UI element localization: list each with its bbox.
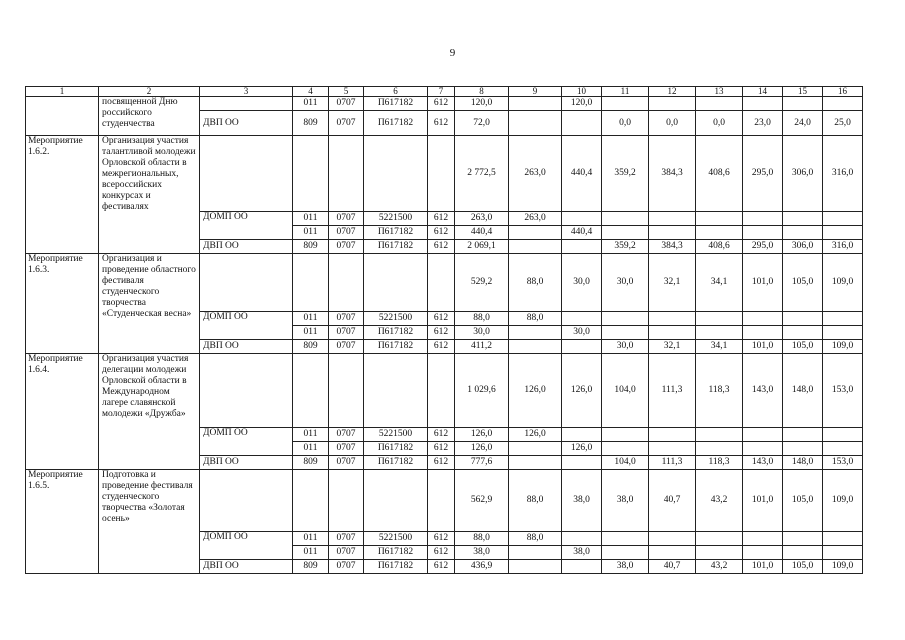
value-cell: 88,0 <box>509 532 562 546</box>
value-cell: 0707 <box>329 442 364 456</box>
source-cell: ДВП ОО <box>200 456 293 470</box>
value-cell: 118,3 <box>696 456 743 470</box>
column-number-row <box>26 87 863 97</box>
value-cell: 34,1 <box>696 254 743 312</box>
value-cell: 126,0 <box>509 354 562 428</box>
value-cell: 411,2 <box>455 340 509 354</box>
column-number-cell: 10 <box>562 87 602 97</box>
value-cell: 316,0 <box>823 136 863 212</box>
empty-cell <box>649 326 696 340</box>
value-cell: 111,3 <box>649 354 696 428</box>
value-cell: 143,0 <box>743 456 783 470</box>
value-cell: 153,0 <box>823 456 863 470</box>
empty-cell <box>428 354 455 428</box>
empty-cell <box>696 97 743 111</box>
value-cell: 126,0 <box>562 442 602 456</box>
empty-cell <box>428 136 455 212</box>
empty-cell <box>743 326 783 340</box>
value-cell: 612 <box>428 442 455 456</box>
empty-cell <box>602 428 649 442</box>
event-id-cell: Мероприятие 1.6.2. <box>26 136 99 254</box>
column-number-cell: 6 <box>364 87 428 97</box>
value-cell: 0707 <box>329 560 364 574</box>
event-total-row <box>26 470 863 532</box>
value-cell: 105,0 <box>783 254 823 312</box>
value-cell: 101,0 <box>743 560 783 574</box>
value-cell: П617182 <box>364 340 428 354</box>
value-cell: 612 <box>428 312 455 326</box>
empty-cell <box>649 442 696 456</box>
event-total-row <box>26 136 863 212</box>
source-cell-empty <box>200 354 293 428</box>
empty-cell <box>823 212 863 226</box>
value-cell: 32,1 <box>649 254 696 312</box>
empty-cell <box>602 226 649 240</box>
event-name-cell: Организация участия делегации молодежи Орловской области в Международном лагере славянской молодежи «Дружба» <box>99 354 200 470</box>
value-cell: 126,0 <box>455 428 509 442</box>
empty-cell <box>649 226 696 240</box>
event-name-cell: Подготовка и проведение фестиваля студенческого творчества «Золотая осень» <box>99 470 200 574</box>
value-cell: 562,9 <box>455 470 509 532</box>
value-cell: 23,0 <box>743 111 783 136</box>
source-cell-empty <box>200 470 293 532</box>
value-cell: 777,6 <box>455 456 509 470</box>
value-cell: 440,4 <box>562 136 602 212</box>
event-name-cell: Организация и проведение областного фестиваля студенческого творчества «Студенческая весна» <box>99 254 200 354</box>
empty-cell <box>783 312 823 326</box>
value-cell: П617182 <box>364 546 428 560</box>
empty-cell <box>602 532 649 546</box>
column-number-cell: 11 <box>602 87 649 97</box>
budget-table <box>25 86 863 574</box>
empty-cell <box>562 532 602 546</box>
value-cell: 38,0 <box>562 546 602 560</box>
empty-cell <box>823 312 863 326</box>
value-cell: 109,0 <box>823 254 863 312</box>
empty-cell <box>329 354 364 428</box>
empty-cell <box>562 456 602 470</box>
value-cell: 109,0 <box>823 340 863 354</box>
column-number-cell: 9 <box>509 87 562 97</box>
value-cell: 306,0 <box>783 136 823 212</box>
value-cell: 0,0 <box>649 111 696 136</box>
value-cell: 0707 <box>329 546 364 560</box>
empty-cell <box>823 226 863 240</box>
value-cell: 809 <box>293 456 329 470</box>
value-cell: 34,1 <box>696 340 743 354</box>
value-cell: 612 <box>428 456 455 470</box>
empty-cell <box>649 212 696 226</box>
table-body <box>26 87 863 574</box>
source-cell: ДОМП ОО <box>200 428 293 456</box>
empty-cell <box>329 470 364 532</box>
source-cell: ДВП ОО <box>200 240 293 254</box>
source-cell: ДВП ОО <box>200 340 293 354</box>
value-cell: 30,0 <box>602 254 649 312</box>
empty-cell <box>743 312 783 326</box>
empty-cell <box>509 240 562 254</box>
source-cell: ДОМП ОО <box>200 312 293 340</box>
value-cell: 612 <box>428 532 455 546</box>
empty-cell <box>602 97 649 111</box>
value-cell: 612 <box>428 97 455 111</box>
value-cell: 126,0 <box>562 354 602 428</box>
column-number-cell: 13 <box>696 87 743 97</box>
empty-cell <box>649 312 696 326</box>
value-cell: 105,0 <box>783 560 823 574</box>
empty-cell <box>696 212 743 226</box>
value-cell: П617182 <box>364 326 428 340</box>
empty-cell <box>823 532 863 546</box>
value-cell: 612 <box>428 326 455 340</box>
value-cell: 2 069,1 <box>455 240 509 254</box>
empty-cell <box>696 312 743 326</box>
column-number-cell: 2 <box>99 87 200 97</box>
value-cell: 72,0 <box>455 111 509 136</box>
value-cell: 118,3 <box>696 354 743 428</box>
value-cell: 612 <box>428 226 455 240</box>
empty-cell <box>743 226 783 240</box>
empty-cell <box>783 326 823 340</box>
value-cell: 0,0 <box>696 111 743 136</box>
column-number-cell: 15 <box>783 87 823 97</box>
empty-cell <box>562 428 602 442</box>
event-id-cell: Мероприятие 1.6.4. <box>26 354 99 470</box>
event-id-cell-empty <box>26 97 99 136</box>
value-cell: 126,0 <box>509 428 562 442</box>
value-cell: 38,0 <box>602 560 649 574</box>
empty-cell <box>783 442 823 456</box>
empty-cell <box>329 254 364 312</box>
value-cell: 0707 <box>329 532 364 546</box>
empty-cell <box>509 560 562 574</box>
value-cell: П617182 <box>364 442 428 456</box>
value-cell: 011 <box>293 312 329 326</box>
value-cell: 30,0 <box>455 326 509 340</box>
value-cell: 148,0 <box>783 354 823 428</box>
value-cell: 5221500 <box>364 312 428 326</box>
value-cell: 120,0 <box>562 97 602 111</box>
empty-cell <box>602 546 649 560</box>
value-cell: 25,0 <box>823 111 863 136</box>
empty-cell <box>743 442 783 456</box>
empty-cell <box>783 226 823 240</box>
value-cell: 263,0 <box>509 212 562 226</box>
value-cell: 88,0 <box>509 470 562 532</box>
value-cell: 126,0 <box>455 442 509 456</box>
value-cell: 5221500 <box>364 212 428 226</box>
empty-cell <box>509 456 562 470</box>
value-cell: 809 <box>293 560 329 574</box>
value-cell: 295,0 <box>743 240 783 254</box>
value-cell: 101,0 <box>743 254 783 312</box>
empty-cell <box>509 340 562 354</box>
value-cell: 0707 <box>329 111 364 136</box>
value-cell: 011 <box>293 212 329 226</box>
column-number-cell: 7 <box>428 87 455 97</box>
value-cell: 316,0 <box>823 240 863 254</box>
page-number: 9 <box>449 47 456 59</box>
empty-cell <box>696 546 743 560</box>
value-cell: 32,1 <box>649 340 696 354</box>
value-cell: 111,3 <box>649 456 696 470</box>
value-cell: П617182 <box>364 240 428 254</box>
value-cell: 0,0 <box>602 111 649 136</box>
empty-cell <box>329 136 364 212</box>
value-cell: 809 <box>293 340 329 354</box>
source-cell: ДОМП ОО <box>200 212 293 240</box>
value-cell: 384,3 <box>649 240 696 254</box>
empty-cell <box>509 226 562 240</box>
value-cell: 0707 <box>329 312 364 326</box>
empty-cell <box>743 428 783 442</box>
empty-cell <box>823 442 863 456</box>
column-number-cell: 1 <box>26 87 99 97</box>
value-cell: 1 029,6 <box>455 354 509 428</box>
empty-cell <box>364 470 428 532</box>
value-cell: 612 <box>428 560 455 574</box>
value-cell: 384,3 <box>649 136 696 212</box>
value-cell: 109,0 <box>823 470 863 532</box>
value-cell: 0707 <box>329 340 364 354</box>
value-cell: П617182 <box>364 226 428 240</box>
empty-cell <box>509 326 562 340</box>
value-cell: 0707 <box>329 428 364 442</box>
value-cell: 2 772,5 <box>455 136 509 212</box>
column-number-cell: 14 <box>743 87 783 97</box>
value-cell: 105,0 <box>783 340 823 354</box>
empty-cell <box>509 97 562 111</box>
event-total-row <box>26 354 863 428</box>
value-cell: 88,0 <box>455 312 509 326</box>
empty-cell <box>562 212 602 226</box>
column-number-cell: 16 <box>823 87 863 97</box>
empty-cell <box>823 326 863 340</box>
value-cell: 011 <box>293 532 329 546</box>
value-cell: П617182 <box>364 97 428 111</box>
value-cell: 104,0 <box>602 456 649 470</box>
empty-cell <box>509 111 562 136</box>
value-cell: 38,0 <box>602 470 649 532</box>
source-cell <box>200 97 293 111</box>
value-cell: 612 <box>428 428 455 442</box>
empty-cell <box>823 428 863 442</box>
empty-cell <box>696 428 743 442</box>
empty-cell <box>562 111 602 136</box>
value-cell: П617182 <box>364 111 428 136</box>
value-cell: 011 <box>293 442 329 456</box>
value-cell: 011 <box>293 546 329 560</box>
empty-cell <box>783 212 823 226</box>
value-cell: 612 <box>428 340 455 354</box>
value-cell: 40,7 <box>649 560 696 574</box>
value-cell: 263,0 <box>509 136 562 212</box>
empty-cell <box>602 442 649 456</box>
value-cell: 011 <box>293 326 329 340</box>
value-cell: 38,0 <box>455 546 509 560</box>
column-number-cell: 12 <box>649 87 696 97</box>
value-cell: 153,0 <box>823 354 863 428</box>
empty-cell <box>364 354 428 428</box>
empty-cell <box>293 136 329 212</box>
empty-cell <box>649 532 696 546</box>
value-cell: 436,9 <box>455 560 509 574</box>
empty-cell <box>293 470 329 532</box>
value-cell: 5221500 <box>364 428 428 442</box>
event-total-row <box>26 254 863 312</box>
value-cell: 0707 <box>329 326 364 340</box>
value-cell: 011 <box>293 428 329 442</box>
value-cell: 529,2 <box>455 254 509 312</box>
value-cell: 612 <box>428 546 455 560</box>
column-number-cell: 4 <box>293 87 329 97</box>
value-cell: П617182 <box>364 560 428 574</box>
value-cell: 105,0 <box>783 470 823 532</box>
empty-cell <box>293 354 329 428</box>
column-number-cell: 8 <box>455 87 509 97</box>
value-cell: 5221500 <box>364 532 428 546</box>
empty-cell <box>823 546 863 560</box>
empty-cell <box>509 442 562 456</box>
value-cell: 88,0 <box>455 532 509 546</box>
event-id-cell: Мероприятие 1.6.5. <box>26 470 99 574</box>
empty-cell <box>649 546 696 560</box>
empty-cell <box>602 312 649 326</box>
value-cell: 263,0 <box>455 212 509 226</box>
value-cell: 306,0 <box>783 240 823 254</box>
empty-cell <box>562 240 602 254</box>
value-cell: 120,0 <box>455 97 509 111</box>
value-cell: 0707 <box>329 456 364 470</box>
value-cell: 0707 <box>329 97 364 111</box>
value-cell: 88,0 <box>509 254 562 312</box>
value-cell: 24,0 <box>783 111 823 136</box>
empty-cell <box>783 546 823 560</box>
value-cell: 408,6 <box>696 136 743 212</box>
value-cell: 101,0 <box>743 470 783 532</box>
empty-cell <box>602 212 649 226</box>
value-cell: 88,0 <box>509 312 562 326</box>
value-cell: 30,0 <box>602 340 649 354</box>
value-cell: 109,0 <box>823 560 863 574</box>
value-cell: 0707 <box>329 240 364 254</box>
value-cell: 011 <box>293 97 329 111</box>
column-number-cell: 3 <box>200 87 293 97</box>
empty-cell <box>428 254 455 312</box>
source-cell: ДОМП ОО <box>200 532 293 560</box>
value-cell: 408,6 <box>696 240 743 254</box>
empty-cell <box>364 254 428 312</box>
empty-cell <box>743 97 783 111</box>
value-cell: 143,0 <box>743 354 783 428</box>
empty-cell <box>696 442 743 456</box>
value-cell: 011 <box>293 226 329 240</box>
value-cell: 104,0 <box>602 354 649 428</box>
value-cell: 295,0 <box>743 136 783 212</box>
value-cell: 38,0 <box>562 470 602 532</box>
event-id-cell: Мероприятие 1.6.3. <box>26 254 99 354</box>
empty-cell <box>743 532 783 546</box>
empty-cell <box>562 560 602 574</box>
value-cell: 43,2 <box>696 470 743 532</box>
empty-cell <box>696 226 743 240</box>
empty-cell <box>743 212 783 226</box>
column-number-cell: 5 <box>329 87 364 97</box>
empty-cell <box>649 428 696 442</box>
value-cell: 612 <box>428 240 455 254</box>
source-cell: ДВП ОО <box>200 560 293 574</box>
empty-cell <box>562 312 602 326</box>
value-cell: П617182 <box>364 456 428 470</box>
empty-cell <box>743 546 783 560</box>
empty-cell <box>428 470 455 532</box>
empty-cell <box>696 532 743 546</box>
value-cell: 43,2 <box>696 560 743 574</box>
empty-cell <box>602 326 649 340</box>
value-cell: 30,0 <box>562 326 602 340</box>
value-cell: 440,4 <box>562 226 602 240</box>
value-cell: 440,4 <box>455 226 509 240</box>
empty-cell <box>293 254 329 312</box>
event-name-cell: посвященной Дню российского студенчества <box>99 97 200 136</box>
value-cell: 0707 <box>329 212 364 226</box>
empty-cell <box>649 97 696 111</box>
source-cell-empty <box>200 254 293 312</box>
value-cell: 809 <box>293 111 329 136</box>
value-cell: 359,2 <box>602 240 649 254</box>
value-cell: 809 <box>293 240 329 254</box>
value-cell: 612 <box>428 111 455 136</box>
value-cell: 101,0 <box>743 340 783 354</box>
source-cell: ДВП ОО <box>200 111 293 136</box>
value-cell: 0707 <box>329 226 364 240</box>
empty-cell <box>696 326 743 340</box>
source-cell-empty <box>200 136 293 212</box>
value-cell: 612 <box>428 212 455 226</box>
empty-cell <box>509 546 562 560</box>
event-name-cell: Организация участия талантливой молодежи Орловской области в межрегиональных, всероссийских конкурсах и фестивалях <box>99 136 200 254</box>
empty-cell <box>562 340 602 354</box>
value-cell: 359,2 <box>602 136 649 212</box>
empty-cell <box>364 136 428 212</box>
empty-cell <box>783 532 823 546</box>
value-cell: 30,0 <box>562 254 602 312</box>
empty-cell <box>823 97 863 111</box>
value-cell: 40,7 <box>649 470 696 532</box>
value-cell: 148,0 <box>783 456 823 470</box>
empty-cell <box>783 97 823 111</box>
empty-cell <box>783 428 823 442</box>
table-row <box>26 97 863 111</box>
